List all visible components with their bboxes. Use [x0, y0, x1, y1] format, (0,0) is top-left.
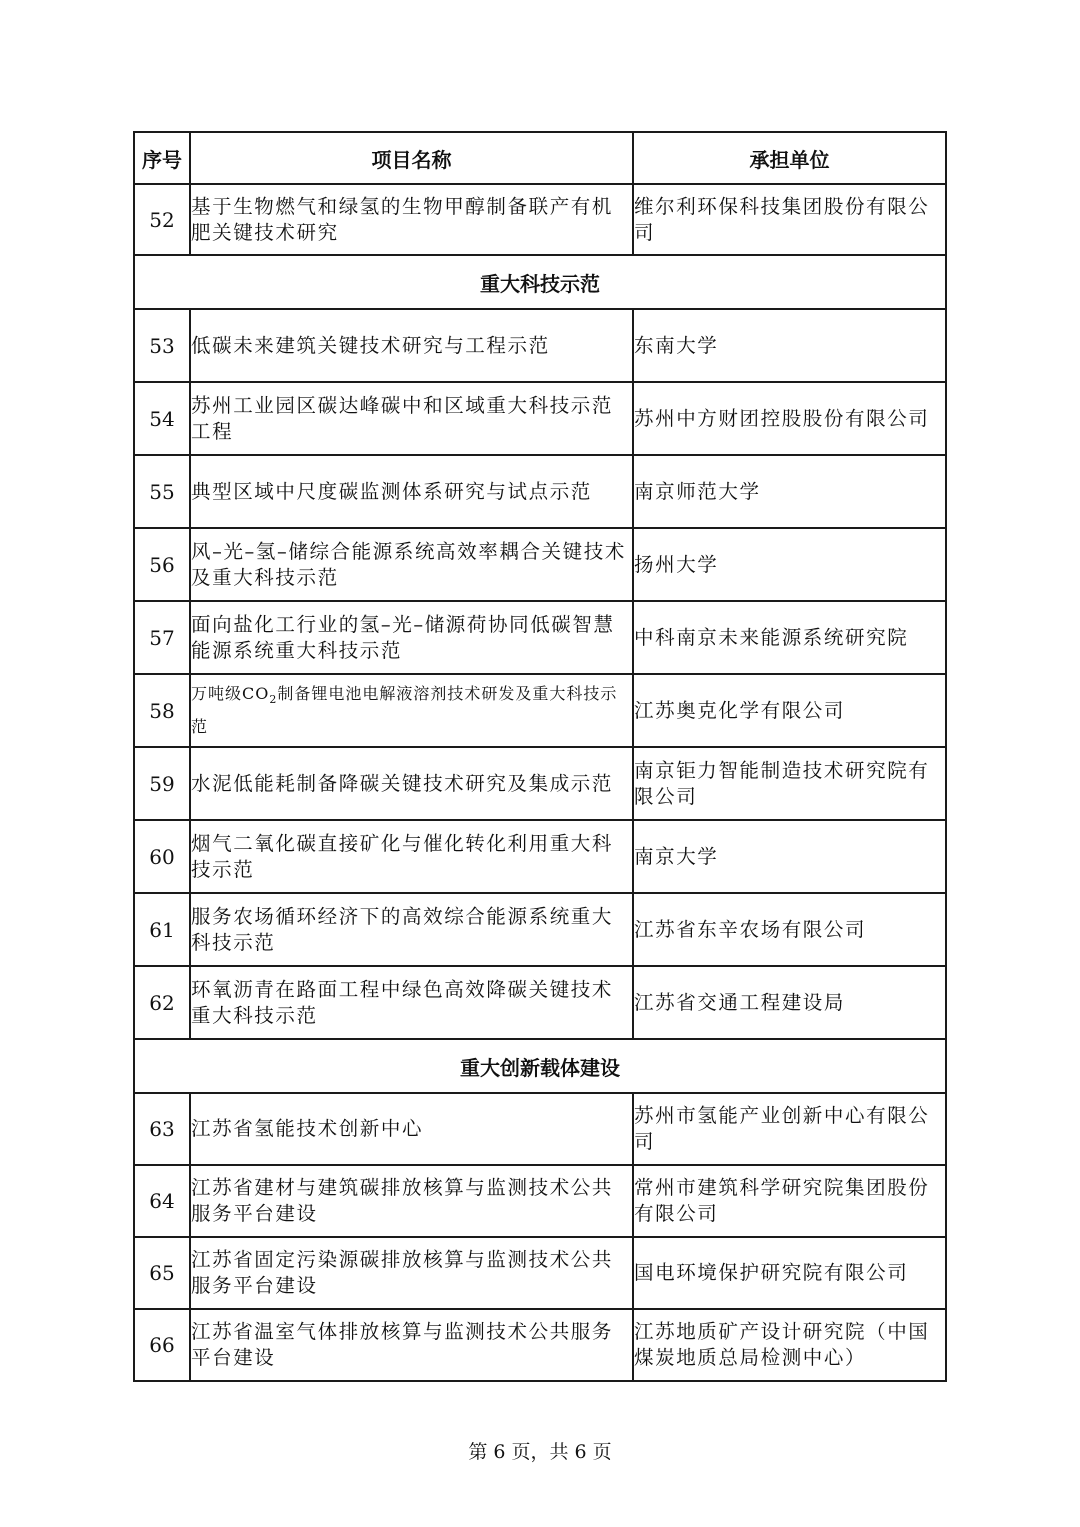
- organization: 江苏地质矿产设计研究院（中国煤炭地质总局检测中心）: [633, 1309, 946, 1381]
- table-row: [134, 309, 946, 382]
- organization: 常州市建筑科学研究院集团股份有限公司: [633, 1165, 946, 1237]
- header-unit: 承担单位: [633, 132, 946, 184]
- organization: 国电环境保护研究院有限公司: [633, 1237, 946, 1309]
- row-num: 58: [134, 674, 190, 747]
- header-name: 项目名称: [190, 132, 633, 184]
- row-num: 60: [134, 820, 190, 893]
- project-name: 水泥低能耗制备降碳关键技术研究及集成示范: [190, 747, 633, 820]
- table-header-row: [134, 132, 946, 184]
- table-row: [134, 455, 946, 528]
- row-num: 65: [134, 1237, 190, 1309]
- project-name: 江苏省温室气体排放核算与监测技术公共服务平台建设: [190, 1309, 633, 1381]
- table-row: [134, 820, 946, 893]
- organization: 苏州市氢能产业创新中心有限公司: [633, 1093, 946, 1165]
- section-title: 重大科技示范: [134, 255, 946, 309]
- organization: 南京师范大学: [633, 455, 946, 528]
- table-row: [134, 382, 946, 455]
- organization: 江苏奥克化学有限公司: [633, 674, 946, 747]
- project-name: 服务农场循环经济下的高效综合能源系统重大科技示范: [190, 893, 633, 966]
- subscript-two: 2: [269, 693, 278, 707]
- section-row: [134, 1039, 946, 1093]
- table-row: [134, 747, 946, 820]
- row-num: 52: [134, 184, 190, 255]
- section-title: 重大创新载体建设: [134, 1039, 946, 1093]
- header-num: 序号: [134, 132, 190, 184]
- row-num: 63: [134, 1093, 190, 1165]
- organization: 中科南京未来能源系统研究院: [633, 601, 946, 674]
- table-row: [134, 966, 946, 1039]
- project-name: 面向盐化工行业的氢–光–储源荷协同低碳智慧能源系统重大科技示范: [190, 601, 633, 674]
- table-row: [134, 1093, 946, 1165]
- row-num: 62: [134, 966, 190, 1039]
- project-name: 江苏省氢能技术创新中心: [190, 1093, 633, 1165]
- organization: 南京钜力智能制造技术研究院有限公司: [633, 747, 946, 820]
- organization: 江苏省东辛农场有限公司: [633, 893, 946, 966]
- table-row: [134, 1237, 946, 1309]
- organization: 苏州中方财团控股股份有限公司: [633, 382, 946, 455]
- project-name: 江苏省建材与建筑碳排放核算与监测技术公共服务平台建设: [190, 1165, 633, 1237]
- table-row: [134, 1165, 946, 1237]
- row-num: 55: [134, 455, 190, 528]
- project-name: 低碳未来建筑关键技术研究与工程示范: [190, 309, 633, 382]
- organization: 扬州大学: [633, 528, 946, 601]
- row-num: 53: [134, 309, 190, 382]
- table-row: [134, 601, 946, 674]
- page-number: 第 6 页，共 6 页: [468, 1441, 612, 1463]
- table-row: [134, 184, 946, 255]
- row-num: 57: [134, 601, 190, 674]
- organization: 维尔利环保科技集团股份有限公司: [633, 184, 946, 255]
- table-row: [134, 893, 946, 966]
- table-row: [134, 674, 946, 747]
- row-num: 54: [134, 382, 190, 455]
- project-name: 典型区域中尺度碳监测体系研究与试点示范: [190, 455, 633, 528]
- row-num: 66: [134, 1309, 190, 1381]
- project-name: 烟气二氧化碳直接矿化与催化转化利用重大科技示范: [190, 820, 633, 893]
- table-row: [134, 528, 946, 601]
- project-table: [133, 131, 947, 1382]
- row-num: 61: [134, 893, 190, 966]
- row-num: 64: [134, 1165, 190, 1237]
- project-name: 江苏省固定污染源碳排放核算与监测技术公共服务平台建设: [190, 1237, 633, 1309]
- project-name: [190, 674, 633, 747]
- row-num: 59: [134, 747, 190, 820]
- project-name: 基于生物燃气和绿氢的生物甲醇制备联产有机肥关键技术研究: [190, 184, 633, 255]
- row-num: 56: [134, 528, 190, 601]
- section-row: [134, 255, 946, 309]
- project-name: 环氧沥青在路面工程中绿色高效降碳关键技术重大科技示范: [190, 966, 633, 1039]
- organization: 东南大学: [633, 309, 946, 382]
- project-name-prefix: 万吨级CO: [191, 684, 270, 704]
- project-name-suffix: 制备锂电池电解液溶剂技术研发及重大科技示范: [191, 684, 618, 736]
- organization: 南京大学: [633, 820, 946, 893]
- table-row: [134, 1309, 946, 1381]
- project-name: 苏州工业园区碳达峰碳中和区域重大科技示范工程: [190, 382, 633, 455]
- organization: 江苏省交通工程建设局: [633, 966, 946, 1039]
- project-name: 风–光–氢–储综合能源系统高效率耦合关键技术及重大科技示范: [190, 528, 633, 601]
